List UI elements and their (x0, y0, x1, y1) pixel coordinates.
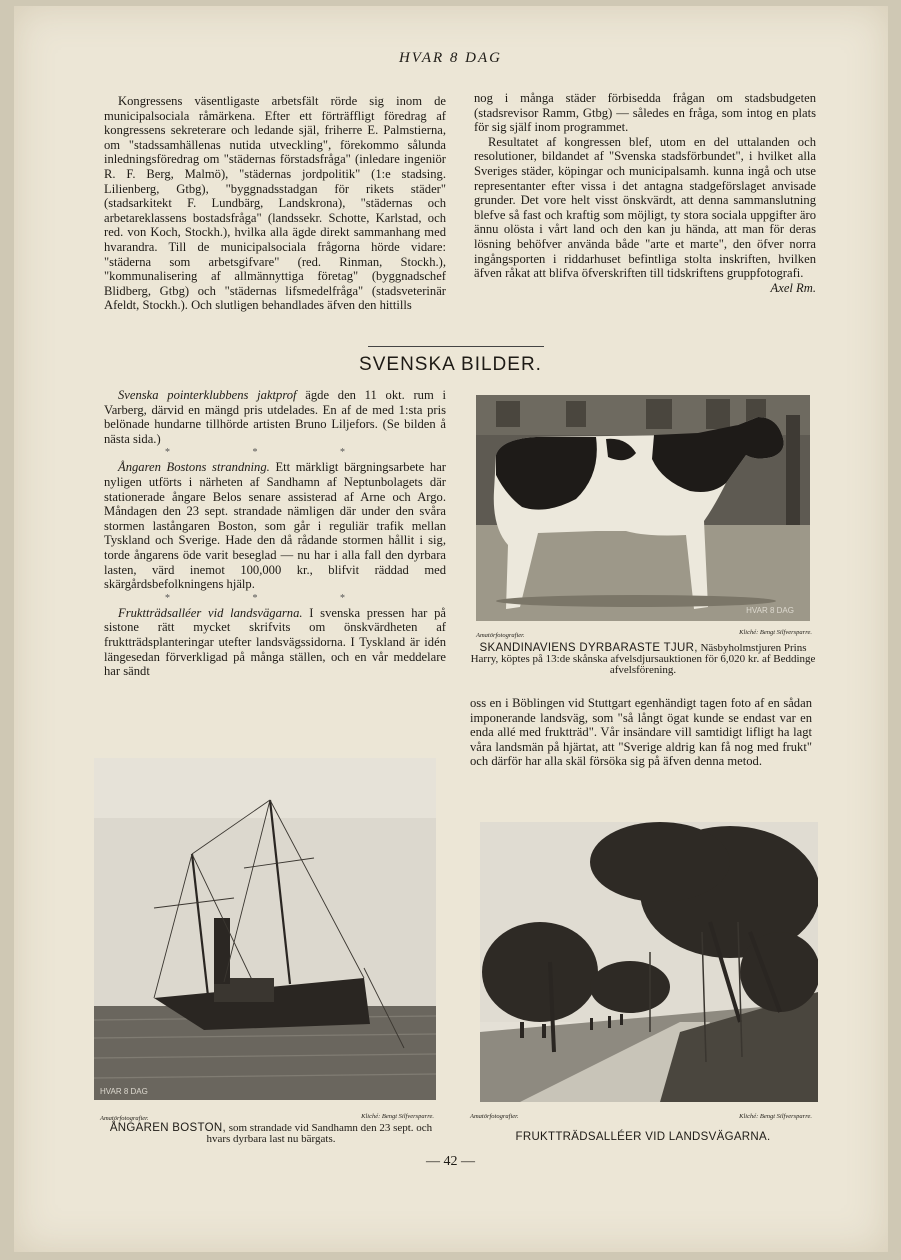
separator-stars: * * * (165, 592, 385, 604)
ship-illustration (94, 758, 436, 1100)
fruit-alley-text: I svenska pressen har på sistone rätt mycket skrifvits om önskvärdheten af fruktträdsplanteringar utefter landsvägssidorna. I Tyskland är idén längesedan förverkligad på många ställen, och en vår meddelare har sändt (104, 605, 446, 679)
ship-caption-title: ÅNGAREN BOSTON, (109, 1122, 226, 1134)
boston-lead: Ångaren Bostons strandning. (118, 460, 270, 475)
pointer-club-text: ägde den 11 okt. rum i Varberg, därvid en mängd pris utdelades. En af de med 1:sta pris belönade hundarne tillhörde artisten Bruno Liljefors. (Se bilden å nästa sida.) (104, 388, 446, 446)
alley-credit-right: Kliché: Bengt Silfversparre. (739, 1113, 812, 1120)
ship-photo-watermark: HVAR 8 DAG (100, 1087, 148, 1096)
top-left-column (104, 94, 446, 313)
fruit-alley-lead: Fruktträdsalléer vid landsvägarna. (118, 605, 303, 620)
pointer-club-paragraph (104, 388, 446, 446)
ship-credit-left: Amatörfotografier. (100, 1115, 149, 1122)
running-header: HVAR 8 DAG (398, 50, 503, 66)
bull-caption-text: Näsbyholmstjuren Prins Harry, köptes på 13:de skånska afvelsdjursauktionen för 6,020 kr. af Beddinge afvelsförening. (470, 642, 816, 676)
ship-caption (98, 1123, 444, 1145)
result-paragraph: Resultatet af kongressen blef, utom en del uttalanden och resolutioner, bildandet af "Svenska stadsförbundet", i hvilket alla Sveriges städer, köpingar och municipalsamh. kunna ingå och utse representanter efter vissa i det antagna stadgeförslaget anvisade grunder. Det vore helt visst önskvärdt, att denna sammanslutning blefve så fast och kraftig som möjligt, ty stora sociala uppgifter äro ännu olösta i vårt land och den kan ju hända, att man för deras lösning behöfver använda både "arte et marte", den öfver norra ingångsporten i riddarhuset befintliga stolta inskriften, hvilken äfven råkat att blifva öfverskriften till tidskriftens gruppfotografi. (474, 134, 816, 281)
ship-credit-right: Kliché: Bengt Silfversparre. (361, 1113, 434, 1120)
fruit-alley-illustration (480, 822, 818, 1102)
top-right-column (474, 91, 816, 295)
pointer-club-lead: Svenska pointerklubbens jaktprof (118, 388, 297, 402)
fruit-alley-paragraph (104, 606, 446, 679)
fruit-alley-continuation (470, 696, 812, 769)
bull-caption-title: SKANDINAVIENS DYRBARASTE TJUR, (479, 642, 698, 654)
alley-caption-title: FRUKTTRÄDSALLÉER VID LANDSVÄGARNA. (515, 1131, 771, 1143)
ship-caption-text: som strandade vid Sandhamn den 23 sept. och hvars dyrbara last nu bärgats. (206, 1122, 433, 1145)
fruit-alley-continuation-text: oss en i Böblingen vid Stuttgart egenhändigt tagen foto af en sådan imponerande landsväg, som "så långt ögat kunde se endast var en enda allé med fruktträd". Vår insändare vill samtidigt lifligt ha lagt våra landsmän på hjärtat, att "Sverige aldrig kan få nog med frukt" och därför har alla skäl försöka sig på äfven denna metod. (470, 696, 812, 769)
congress-paragraph: Kongressens väsentligaste arbetsfält rörde sig inom de municipalsociala råmärkena. Efter ett förträffligt föredrag af kongressens sekreterare och ledande själ, friherre E. Palmstierna, om "stadssamhällenas nutida utveckling", förekommo sålunda inledningsföredrag om "städernas förstadsfråga" (inledare ingeniör R. F. Berg, Malmö), "städernas jordpolitik" (1:e stadsing. Lilienberg, Gtbg), "byggnadsstadgan för rikets städer" (stadsarkitekt F. Lundbärg, Landskrona), "städernas och arbetareklassens bostadsfråga" (landssekr. Schotte, Karlstad, och red. von Koch, Stockh.), hvilka alla ägde direkt sammanhang med hvarandra. Till de municipalsociala frågorna hörde vidare: "städerna som arbetsgifvare" (red. Rinman, Stockh.), "kommunalisering af allmännyttiga företag" (byggnadschef Blidberg, Gtbg) och "städernas lifsmedelfråga" (stadsveterinär Afeldt, Stockh.). Och slutligen behandlades äfven den hittills (104, 94, 446, 313)
left-news-column (104, 388, 446, 679)
separator-stars: * * * (165, 447, 385, 459)
bull-photo-watermark: HVAR 8 DAG (746, 606, 794, 615)
author-signature: Axel Rm. (770, 280, 816, 295)
bull-credit-left: Amatörfotografier. (476, 632, 525, 639)
section-title: SVENSKA BILDER. (359, 354, 542, 375)
bull-credit-right: Kliché: Bengt Silfversparre. (739, 629, 812, 636)
ship-photo (94, 758, 436, 1100)
bull-caption (470, 643, 816, 676)
bull-photo (476, 395, 810, 621)
fruit-alley-photo (480, 822, 818, 1102)
alley-caption (470, 1132, 816, 1143)
alley-credit-left: Amatörfotografier. (470, 1113, 519, 1120)
page-number: — 42 — (426, 1154, 475, 1169)
boston-text: Ett märkligt bärgningsarbete har nyligen utförts i närheten af Sandhamn af Neptunbolagets där stationerade ångare Belos senare assisterad af Arne och Argo. Måndagen den 23 sept. strandade nämligen där under den svåra stormen lastångaren Boston, som går i reguliär trafik mellan Tyskland och Sverige. Hade den då rådande stormen hållit i sig, torde ångarens öde varit beseglad — nu har i alla fall den dyrbara lasten, värd inemot 100,000 kr., blifvit räddad med skärgårdsbefolkningens hjälp. (104, 460, 446, 592)
budget-paragraph: nog i många städer förbisedda frågan om stadsbudgeten (stadsrevisor Ramm, Gtbg) — således en fråga, som intog en plats för sig själf inom programmet. (474, 91, 816, 135)
boston-paragraph (104, 460, 446, 591)
bull-illustration (476, 395, 810, 621)
section-divider (368, 346, 544, 347)
